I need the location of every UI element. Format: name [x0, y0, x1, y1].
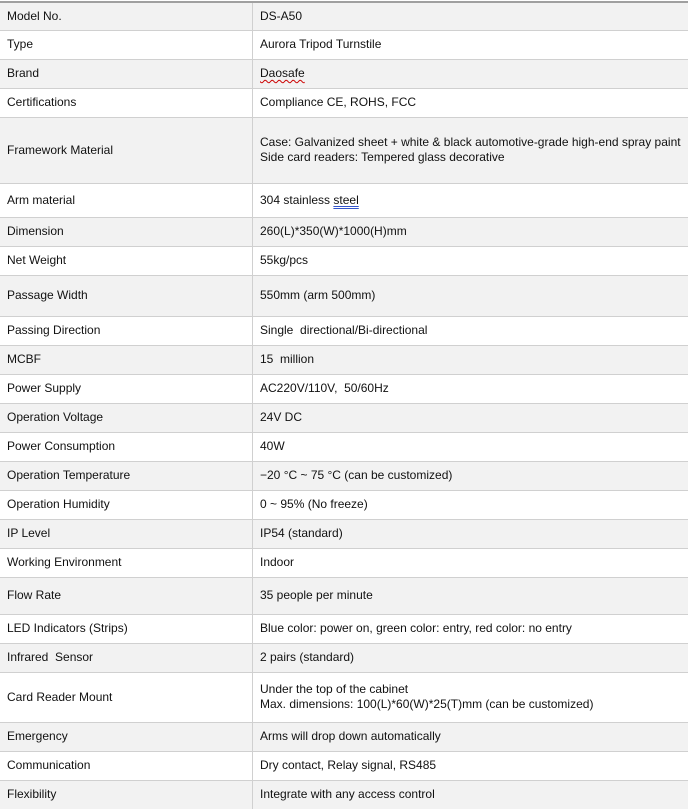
spec-value-marked: steel	[333, 193, 358, 207]
spec-key: Power Consumption	[0, 432, 253, 461]
table-row	[0, 345, 688, 374]
spec-value: 550mm (arm 500mm)	[253, 275, 688, 316]
spec-value: 55kg/pcs	[253, 246, 688, 275]
spec-value: 35 people per minute	[253, 577, 688, 614]
table-row	[0, 30, 688, 59]
spec-key: Emergency	[0, 722, 253, 751]
spec-value: IP54 (standard)	[253, 519, 688, 548]
table-row	[0, 2, 688, 30]
spec-value: −20 °C ~ 75 °C (can be customized)	[253, 461, 688, 490]
spec-key: Type	[0, 30, 253, 59]
spec-key: Flexibility	[0, 780, 253, 809]
table-row	[0, 183, 688, 217]
spec-key: Flow Rate	[0, 577, 253, 614]
table-row	[0, 316, 688, 345]
table-row	[0, 403, 688, 432]
table-row	[0, 751, 688, 780]
spec-value: DS-A50	[253, 2, 688, 30]
spec-key: Infrared Sensor	[0, 643, 253, 672]
spec-key: Card Reader Mount	[0, 672, 253, 722]
brand-value: Daosafe	[260, 66, 305, 80]
spec-key: Operation Temperature	[0, 461, 253, 490]
spec-key: IP Level	[0, 519, 253, 548]
spec-value-text: 304 stainless	[260, 193, 333, 207]
table-row	[0, 722, 688, 751]
spec-value: Arms will drop down automatically	[253, 722, 688, 751]
table-row	[0, 614, 688, 643]
table-row	[0, 519, 688, 548]
spec-key: Certifications	[0, 88, 253, 117]
table-row	[0, 117, 688, 183]
table-row	[0, 88, 688, 117]
spec-value: 24V DC	[253, 403, 688, 432]
spec-value: 15 million	[253, 345, 688, 374]
spec-value: 2 pairs (standard)	[253, 643, 688, 672]
table-row	[0, 643, 688, 672]
spec-value: 0 ~ 95% (No freeze)	[253, 490, 688, 519]
spec-value	[253, 117, 688, 183]
spec-value-line: Case: Galvanized sheet + white & black automotive-grade high-end spray paint	[260, 135, 681, 150]
spec-value: Single directional/Bi-directional	[253, 316, 688, 345]
table-row	[0, 780, 688, 809]
table-row	[0, 548, 688, 577]
spec-key: LED Indicators (Strips)	[0, 614, 253, 643]
table-row	[0, 577, 688, 614]
table-row	[0, 461, 688, 490]
spec-value: Dry contact, Relay signal, RS485	[253, 751, 688, 780]
spec-key: Power Supply	[0, 374, 253, 403]
spec-key: Net Weight	[0, 246, 253, 275]
spec-key: Arm material	[0, 183, 253, 217]
table-row	[0, 672, 688, 722]
spec-key: Passing Direction	[0, 316, 253, 345]
table-row	[0, 490, 688, 519]
spec-value: Integrate with any access control	[253, 780, 688, 809]
spec-key: Dimension	[0, 217, 253, 246]
spec-key: MCBF	[0, 345, 253, 374]
spec-table	[0, 1, 688, 809]
spec-value: Compliance CE, ROHS, FCC	[253, 88, 688, 117]
spec-value: Blue color: power on, green color: entry, red color: no entry	[253, 614, 688, 643]
table-row	[0, 59, 688, 88]
table-row	[0, 275, 688, 316]
table-row	[0, 246, 688, 275]
spec-value: 40W	[253, 432, 688, 461]
spec-key: Passage Width	[0, 275, 253, 316]
table-row	[0, 374, 688, 403]
spec-value: Indoor	[253, 548, 688, 577]
spec-value: AC220V/110V, 50/60Hz	[253, 374, 688, 403]
spec-value	[253, 183, 688, 217]
table-row	[0, 217, 688, 246]
spec-value	[253, 672, 688, 722]
spec-value	[253, 59, 688, 88]
spec-key: Framework Material	[0, 117, 253, 183]
spec-value: 260(L)*350(W)*1000(H)mm	[253, 217, 688, 246]
spec-key: Model No.	[0, 2, 253, 30]
table-row	[0, 432, 688, 461]
spec-value-line: Max. dimensions: 100(L)*60(W)*25(T)mm (can be customized)	[260, 697, 681, 712]
spec-value-line: Side card readers: Tempered glass decorative	[260, 150, 681, 165]
spec-key: Operation Voltage	[0, 403, 253, 432]
spec-key: Operation Humidity	[0, 490, 253, 519]
spec-key: Brand	[0, 59, 253, 88]
spec-key: Communication	[0, 751, 253, 780]
spec-value: Aurora Tripod Turnstile	[253, 30, 688, 59]
spec-key: Working Environment	[0, 548, 253, 577]
spec-value-line: Under the top of the cabinet	[260, 682, 681, 697]
